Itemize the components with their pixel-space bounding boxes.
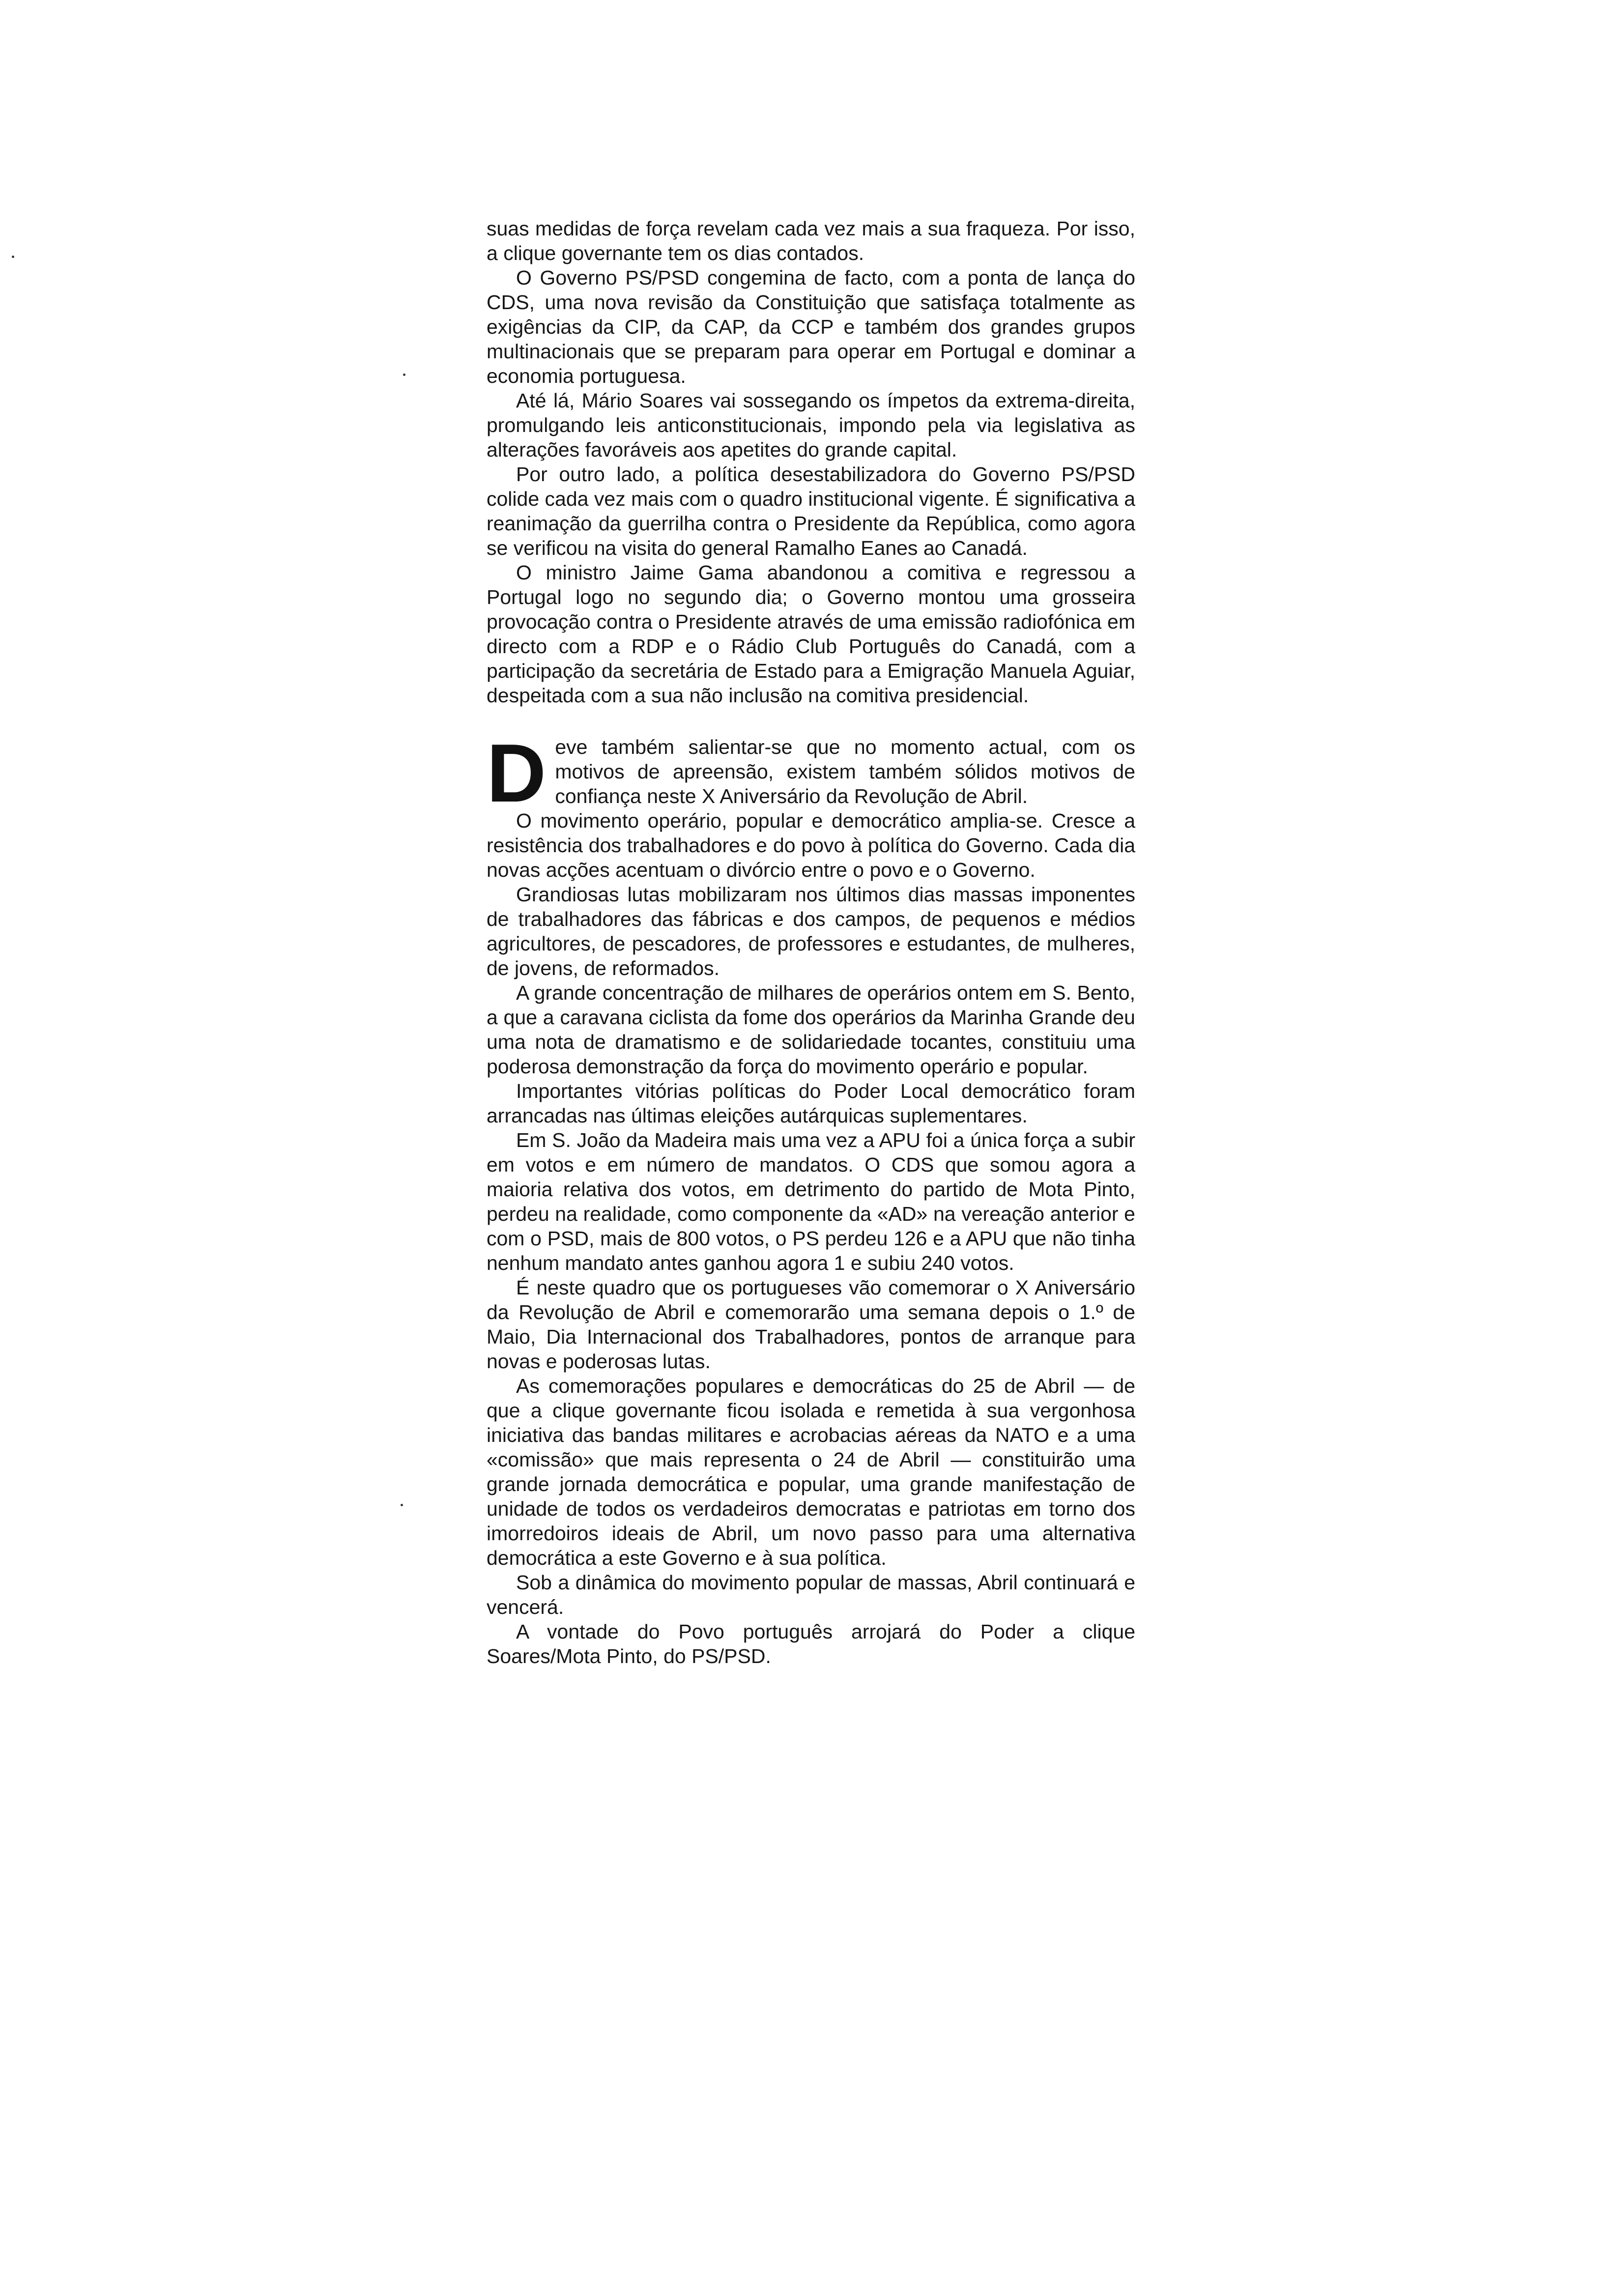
article-paragraph: É neste quadro que os portugueses vão comemorar o X Aniversário da Revolução de Abril e comemorarão uma semana depois o 1.º de Maio, Dia Internacional dos Trabalhadores, pontos de arranque para novas e poderosas lutas.	[487, 1276, 1135, 1373]
article-paragraph: O Governo PS/PSD congemina de facto, com a ponta de lança do CDS, uma nova revisão da Constituição que satisfaça totalmente as exigências da CIP, da CAP, da CCP e também dos grandes grupos multinacionais que se preparam para operar em Portugal e dominar a economia portuguesa.	[487, 266, 1135, 387]
article-paragraph: suas medidas de força revelam cada vez mais a sua fraqueza. Por isso, a clique governante tem os dias contados.	[487, 217, 1135, 264]
dropcap-paragraph-text: eve também salientar-se que no momento actual, com os motivos de apreensão, existem também sólidos motivos de confiança neste X Aniversário da Revolução de Abril.	[555, 736, 1135, 807]
article-paragraph: As comemorações populares e democráticas do 25 de Abril — de que a clique governante ficou isolada e remetida à sua vergonhosa iniciativa das bandas militares e acrobacias aéreas da NATO e a uma «comissão» que mais representa o 24 de Abril — constituirão uma grande jornada democrática e popular, uma grande manifestação de unidade de todos os verdadeiros democratas e patriotas em torno dos imorredoiros ideais de Abril, um novo passo para uma alternativa democrática a este Governo e à sua política.	[487, 1375, 1135, 1569]
article-paragraph: Até lá, Mário Soares vai sossegando os ímpetos da extrema-direita, promulgando leis anticonstitucionais, impondo pela via legislativa as alterações favoráveis aos apetites do grande capital.	[487, 389, 1135, 461]
scan-speck	[12, 256, 14, 258]
article-paragraph: Importantes vitórias políticas do Poder Local democrático foram arrancadas nas últimas eleições autárquicas suplementares.	[487, 1080, 1135, 1127]
article-column	[487, 216, 1135, 1668]
dropcap-paragraph	[487, 727, 1135, 819]
article-paragraph: Em S. João da Madeira mais uma vez a APU foi a única força a subir em votos e em número de mandatos. O CDS que somou agora a maioria relativa dos votos, em detrimento do partido de Mota Pinto, perdeu na realidade, como componente da «AD» na vereação anterior e com o PSD, mais de 800 votos, o PS perdeu 126 e a APU que não tinha nenhum mandato antes ganhou agora 1 e subiu 240 votos.	[487, 1129, 1135, 1274]
article-paragraph: A vontade do Povo português arrojará do Poder a clique Soares/Mota Pinto, do PS/PSD.	[487, 1620, 1135, 1667]
scan-speck	[403, 373, 405, 376]
scan-speck	[401, 1504, 403, 1506]
dropcap-letter: D	[487, 727, 547, 819]
article-paragraph: Por outro lado, a política desestabilizadora do Governo PS/PSD colide cada vez mais com o quadro institucional vigente. É significativa a reanimação da guerrilha contra o Presidente da República, como agora se verificou na visita do general Ramalho Eanes ao Canadá.	[487, 463, 1135, 559]
article-paragraph: Sob a dinâmica do movimento popular de massas, Abril continuará e vencerá.	[487, 1571, 1135, 1618]
article-paragraph: O ministro Jaime Gama abandonou a comitiva e regressou a Portugal logo no segundo dia; o Governo montou uma grosseira provocação contra o Presidente através de uma emissão radiofónica em directo com a RDP e o Rádio Club Português do Canadá, com a participação da secretária de Estado para a Emigração Manuela Aguiar, despeitada com a sua não inclusão na comitiva presidencial.	[487, 561, 1135, 707]
article-paragraph: A grande concentração de milhares de operários ontem em S. Bento, a que a caravana ciclista da fome dos operários da Marinha Grande deu uma nota de dramatismo e de solidariedade tocantes, constituiu uma poderosa demonstração da força do movimento operário e popular.	[487, 981, 1135, 1078]
article-paragraph: O movimento operário, popular e democrático amplia-se. Cresce a resistência dos trabalhadores e do povo à política do Governo. Cada dia novas acções acentuam o divórcio entre o povo e o Governo.	[487, 809, 1135, 881]
article-paragraph: Grandiosas lutas mobilizaram nos últimos dias massas imponentes de trabalhadores das fábricas e dos campos, de pequenos e médios agricultores, de pescadores, de professores e estudantes, de mulheres, de jovens, de reformados.	[487, 883, 1135, 979]
